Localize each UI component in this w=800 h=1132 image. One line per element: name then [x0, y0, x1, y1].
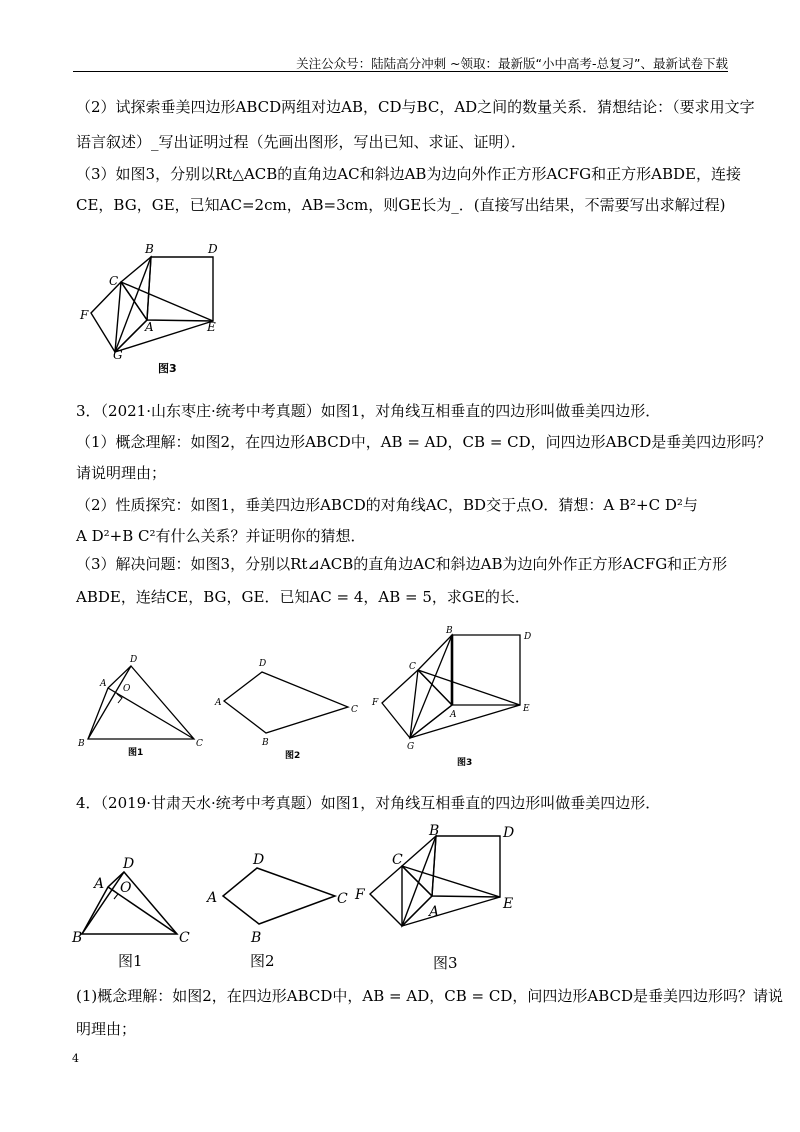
label-e: E [207, 320, 216, 334]
header-rule [73, 71, 728, 72]
p4-line-3: 明理由； [76, 1020, 137, 1038]
figure-2-problem-4 [205, 850, 355, 949]
figure-3-problem-4 [350, 822, 535, 941]
label-a: A [215, 698, 222, 708]
p3-line-2: （1）概念理解：如图2，在四边形ABCD中，AB = AD，CB = CD，问四边形ABCD是垂美四边形吗？ [76, 433, 772, 451]
label-g: G [113, 348, 123, 362]
label-a: A [450, 710, 457, 720]
label-d: D [524, 632, 532, 642]
page-number: 4 [72, 1052, 79, 1065]
figure-3-caption: 图3 [433, 954, 458, 972]
label-b: B [262, 738, 269, 748]
q2-line-1: （2）试探索垂美四边形ABCD两组对边AB，CD与BC，AD之间的数量关系．猜想结论：（要求用文字 [76, 98, 755, 116]
label-e: E [503, 896, 514, 912]
square-abde [452, 635, 520, 705]
label-a: A [94, 876, 105, 892]
figure-2-caption: 图2 [285, 751, 301, 761]
label-g: G [407, 742, 415, 752]
label-d: D [130, 655, 138, 665]
p3-line-4: （2）性质探究：如图1，垂美四边形ABCD的对角线AC，BD交于点O．猜想：A B²+C D²与 [76, 496, 698, 514]
p4-line-1: 4．（2019·甘肃天水·统考中考真题）如图1，对角线互相垂直的四边形叫做垂美四边形． [76, 794, 661, 812]
square-abde [432, 836, 500, 897]
p3-line-6: （3）解决问题：如图3，分别以Rt⊿ACB的直角边AC和斜边AB为边向外作正方形ACFG和正方形 [76, 555, 728, 573]
label-d: D [253, 852, 265, 868]
label-o: O [123, 684, 131, 694]
label-c: C [351, 705, 358, 715]
label-d: D [123, 856, 135, 872]
label-o: O [120, 880, 132, 896]
q3-line-2: CE，BG，GE，已知AC=2cm，AB=3cm，则GE长为_．(直接写出结果，不需要写出求解过程) [76, 196, 726, 214]
label-c: C [337, 891, 348, 907]
figure-1-problem-4 [70, 852, 195, 951]
label-e: E [523, 704, 530, 714]
label-d: D [208, 242, 218, 256]
label-d: D [259, 659, 267, 669]
label-c: C [196, 739, 203, 749]
page-header: 关注公众号：陆陆高分冲刺 ~领取：最新版“小中高考-总复习”、最新试卷下载 [296, 56, 728, 71]
figure-2-caption: 图2 [250, 952, 275, 970]
quad-abcd [88, 666, 194, 739]
label-f: F [355, 887, 365, 903]
label-c: C [179, 930, 190, 946]
figure-1-problem-3 [78, 650, 208, 754]
p3-line-7: ABDE，连结CE，BG，GE．已知AC = 4，AB = 5，求GE的长． [76, 588, 530, 606]
label-a: A [145, 320, 154, 334]
label-f: F [80, 308, 89, 322]
figure-1-caption: 图1 [118, 952, 143, 970]
figure-3-caption: 图3 [158, 362, 177, 375]
p3-line-3: 请说明理由； [76, 464, 167, 482]
square-acfg [370, 866, 432, 926]
label-a: A [429, 904, 440, 920]
label-b: B [251, 930, 262, 946]
label-a: A [207, 890, 218, 906]
label-f: F [372, 698, 379, 708]
kite-abcd [223, 868, 335, 924]
p3-line-5: A D²+B C²有什么关系？并证明你的猜想． [76, 527, 366, 545]
label-b: B [145, 242, 154, 256]
q3-line-1: （3）如图3，分别以Rt△ACB的直角边AC和斜边AB为边向外作正方形ACFG和正方形ABDE，连接 [76, 165, 741, 183]
label-b: B [78, 739, 85, 749]
label-c: C [109, 274, 119, 288]
label-d: D [503, 825, 515, 841]
figure-2-problem-3 [212, 655, 362, 754]
label-b: B [72, 930, 83, 946]
kite-abcd [224, 672, 348, 733]
label-c: C [409, 662, 416, 672]
p3-line-1: 3．（2021·山东枣庄·统考中考真题）如图1，对角线互相垂直的四边形叫做垂美四边形． [76, 402, 661, 420]
figure-3-caption: 图3 [457, 758, 473, 768]
square-abde [147, 257, 213, 321]
figure-3-problem-3 [370, 625, 545, 754]
figure-3-problem-2 [75, 235, 235, 362]
q2-line-2: 语言叙述）_写出证明过程（先画出图形，写出已知、求证、证明）． [76, 133, 527, 151]
label-c: C [392, 852, 403, 868]
label-b: B [429, 823, 440, 839]
figure-1-caption: 图1 [128, 748, 144, 758]
p4-line-2: (1)概念理解：如图2，在四边形ABCD中，AB = AD，CB = CD，问四边形ABCD是垂美四边形吗？请说 [76, 987, 783, 1005]
label-b: B [446, 626, 453, 636]
label-a: A [100, 679, 107, 689]
